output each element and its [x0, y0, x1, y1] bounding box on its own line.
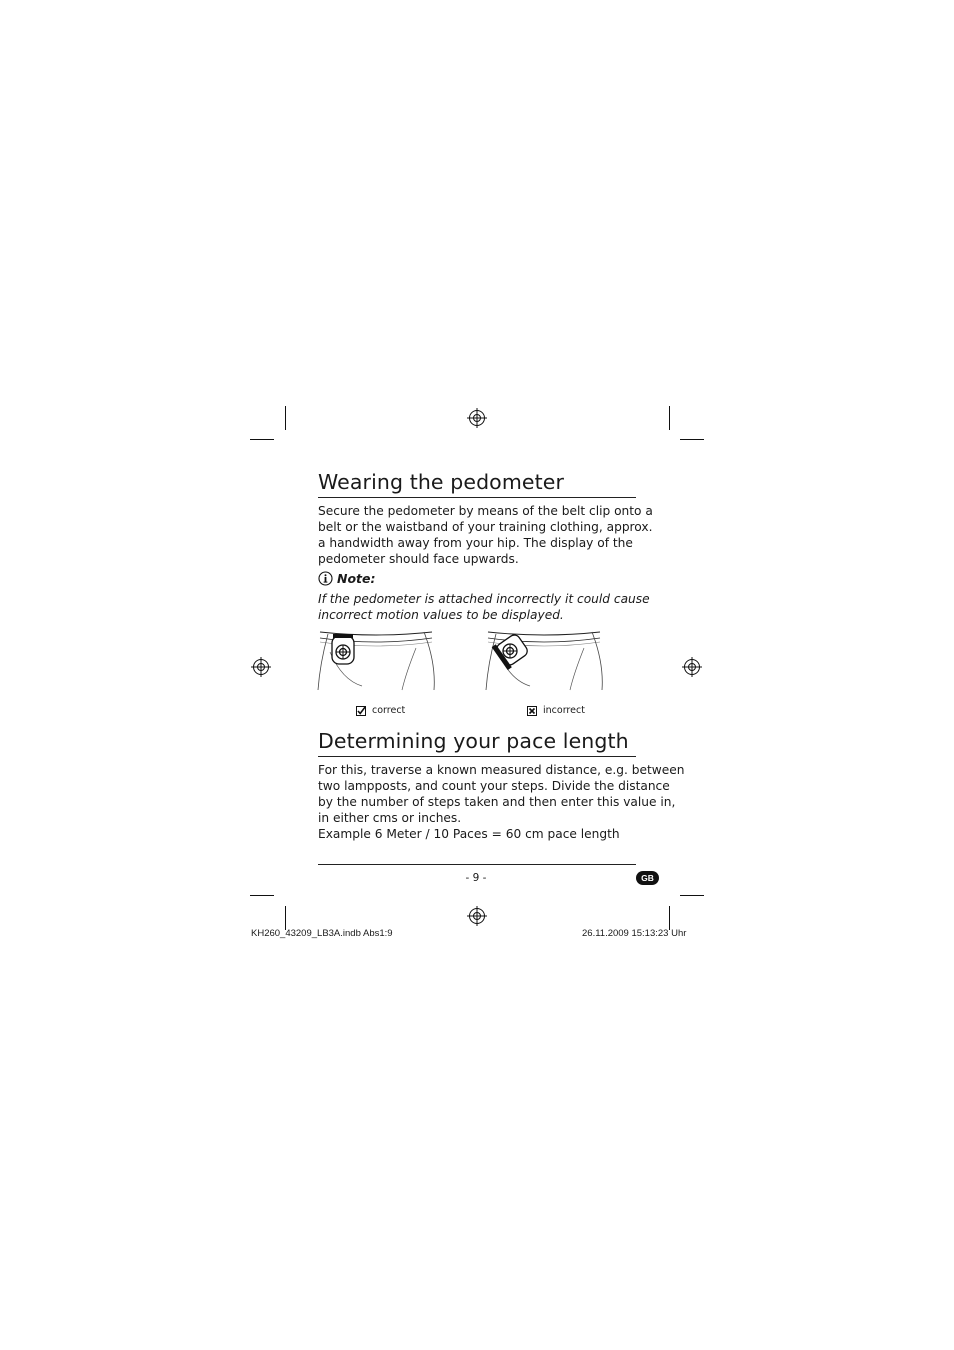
section-heading-wearing: Wearing the pedometer	[318, 470, 564, 494]
crop-mark	[669, 906, 670, 930]
registration-mark-icon	[682, 657, 702, 677]
print-timestamp: 26.11.2009 15:13:23 Uhr	[582, 928, 687, 939]
wearing-paragraph	[318, 503, 653, 567]
crop-mark	[669, 406, 670, 430]
paragraph-line: belt or the waistband of your training clothing, approx.	[318, 520, 653, 534]
page-number: - 9 -	[465, 872, 487, 884]
paragraph-line: by the number of steps taken and then enter this value in,	[318, 795, 676, 809]
crop-mark	[680, 439, 704, 440]
paragraph-line: pedometer should face upwards.	[318, 552, 519, 566]
check-box-icon	[356, 706, 366, 716]
registration-mark-icon	[467, 906, 487, 926]
correct-caption	[356, 705, 405, 716]
crop-mark	[250, 439, 274, 440]
footer-rule	[318, 864, 636, 865]
pace-length-paragraph	[318, 762, 685, 842]
heading-rule	[318, 497, 636, 498]
note-line: If the pedometer is attached incorrectly it could cause	[318, 592, 650, 606]
info-icon	[318, 571, 333, 586]
paragraph-line: For this, traverse a known measured distance, e.g. between	[318, 763, 685, 777]
incorrect-caption	[527, 705, 585, 716]
paragraph-line: Example 6 Meter / 10 Paces = 60 cm pace length	[318, 827, 620, 841]
note-label: Note:	[337, 571, 376, 586]
file-info: KH260_43209_LB3A.indb Abs1:9	[251, 928, 393, 939]
paragraph-line: in either cms or inches.	[318, 811, 462, 825]
correct-label: correct	[372, 705, 406, 716]
language-badge: GB	[636, 871, 659, 885]
note-heading	[318, 571, 376, 586]
cross-box-icon	[527, 706, 537, 716]
registration-mark-icon	[251, 657, 271, 677]
crop-mark	[285, 406, 286, 430]
crop-mark	[680, 895, 704, 896]
note-text	[318, 591, 650, 623]
paragraph-line: a handwidth away from your hip. The display of the	[318, 536, 633, 550]
correct-wearing-illustration	[316, 628, 436, 692]
paragraph-line: Secure the pedometer by means of the belt clip onto a	[318, 504, 653, 518]
crop-mark	[250, 895, 274, 896]
registration-mark-icon	[467, 408, 487, 428]
crop-mark	[285, 906, 286, 930]
section-heading-pace-length: Determining your pace length	[318, 729, 629, 753]
incorrect-wearing-illustration	[484, 628, 604, 692]
incorrect-label: incorrect	[543, 705, 585, 716]
heading-rule	[318, 756, 636, 757]
paragraph-line: two lampposts, and count your steps. Divide the distance	[318, 779, 670, 793]
note-line: incorrect motion values to be displayed.	[318, 608, 564, 622]
